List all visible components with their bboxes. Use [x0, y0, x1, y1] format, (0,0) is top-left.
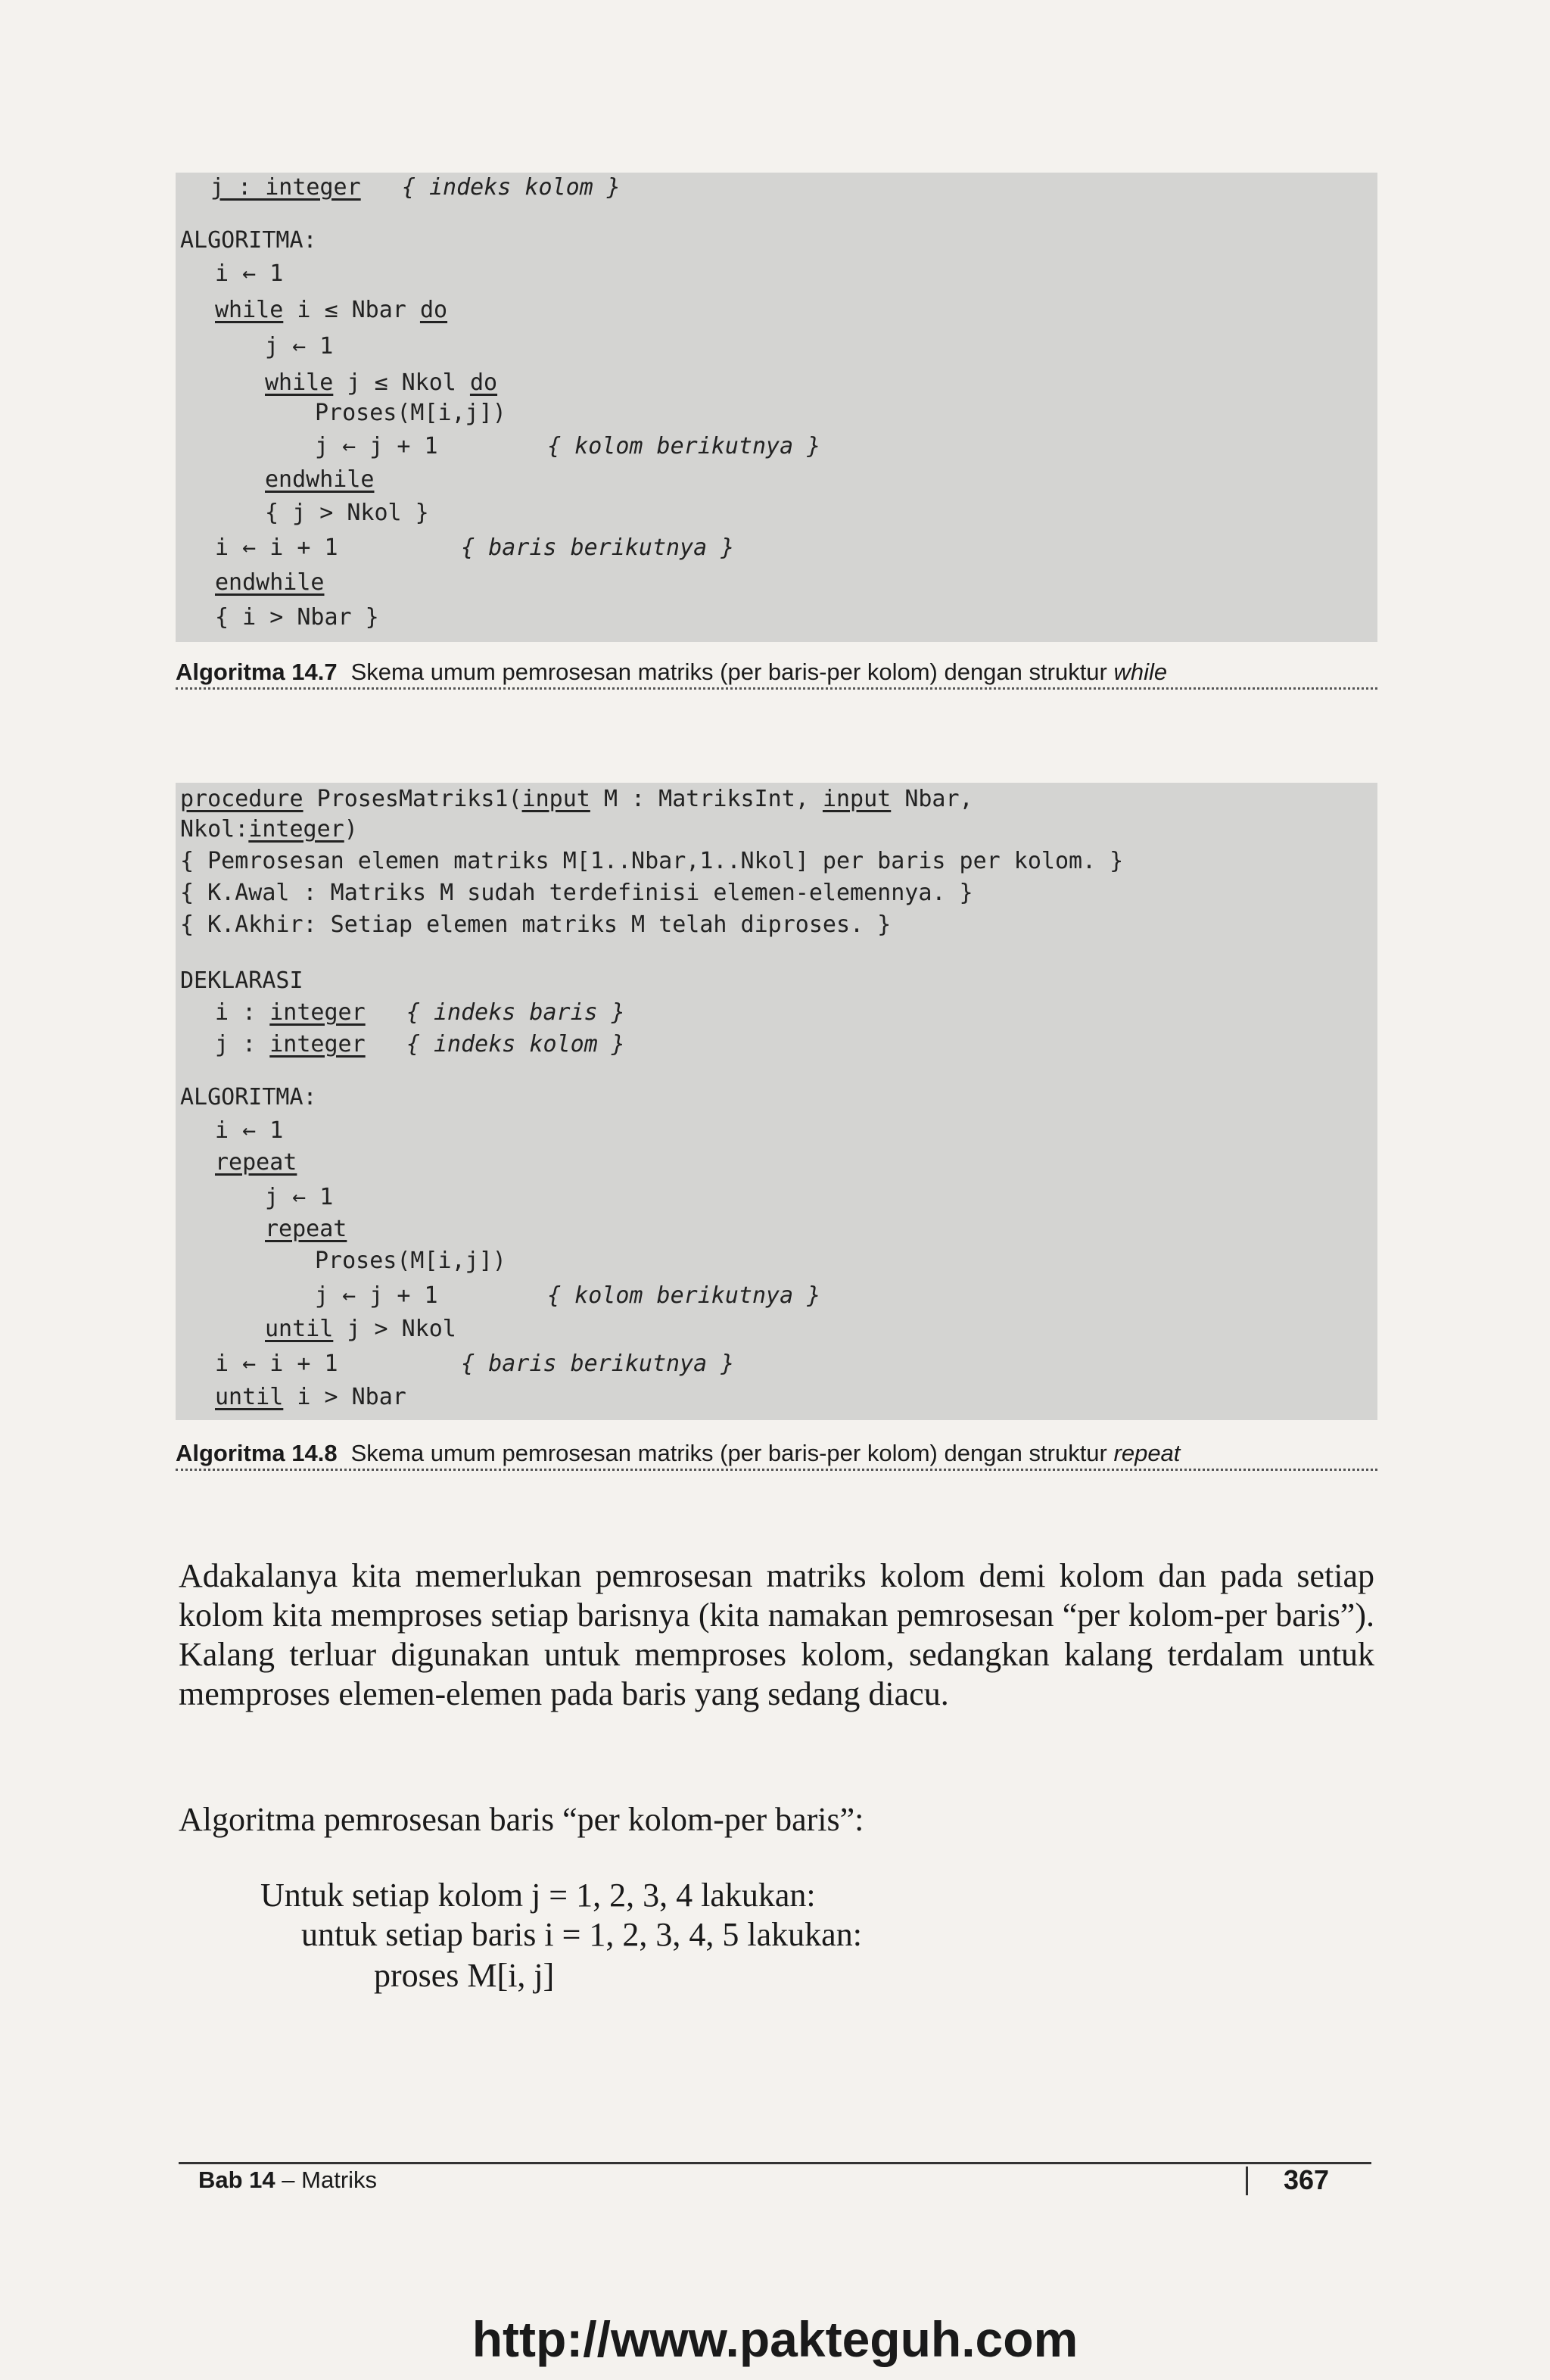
code-line: j ← 1 — [265, 333, 334, 360]
code-line: Nkol:integer) — [180, 816, 358, 843]
code-line: ALGORITMA: — [180, 227, 317, 254]
body-paragraph: Adakalanya kita memerlukan pemrosesan matriks kolom demi kolom dan pada setiap kolom kita memproses setiap barisnya (kita namakan pemrosesan “per kolom-per baris”). Kalang terluar digunakan untuk memproses kolom, sedangkan kalang terdalam untuk memproses elemen-elemen pada baris yang sedang diacu. — [179, 1557, 1374, 1712]
code-line: i : integer { indeks baris } — [215, 999, 625, 1026]
code-comment: { K.Awal : Matriks M sudah terdefinisi elemen-elemennya. } — [180, 880, 973, 906]
code-line: repeat — [265, 1216, 347, 1242]
caption-algoritma-14-7: Algoritma 14.7 Skema umum pemrosesan matriks (per baris-per kolom) dengan struktur while — [176, 657, 1377, 690]
page-number: 367 — [1284, 2164, 1330, 2195]
code-line: i ← 1 — [215, 260, 284, 287]
footer-separator — [1246, 2167, 1248, 2195]
code-comment: { Pemrosesan elemen matriks M[1..Nbar,1..Nkol] per baris per kolom. } — [180, 848, 1124, 874]
code-line: j ← j + 1 { kolom berikutnya } — [315, 433, 821, 459]
code-line: Proses(M[i,j]) — [315, 400, 506, 426]
code-line: procedure ProsesMatriks1(input M : MatriksInt, input Nbar, — [180, 786, 973, 812]
code-line: until j > Nkol — [265, 1316, 456, 1342]
code-line: i ← 1 — [215, 1117, 284, 1144]
code-line: i ← i + 1 { baris berikutnya } — [215, 1350, 735, 1377]
code-line: i ← i + 1 { baris berikutnya } — [215, 534, 735, 561]
body-paragraph: Algoritma pemrosesan baris “per kolom-per baris”: — [179, 1801, 864, 1838]
code-line: DEKLARASI — [180, 967, 303, 994]
code-line: endwhile — [215, 569, 325, 596]
code-line: until i > Nbar — [215, 1384, 406, 1410]
code-line: endwhile — [265, 466, 375, 493]
code-line: while j ≤ Nkol do — [265, 369, 498, 396]
code-line: while i ≤ Nbar do — [215, 297, 448, 323]
code-line: j : integer { indeks kolom } — [215, 1031, 625, 1058]
algorithm-line: proses M[i, j] — [374, 1957, 555, 1994]
algorithm-line: Untuk setiap kolom j = 1, 2, 3, 4 lakukan: — [260, 1877, 816, 1914]
caption-algoritma-14-8: Algoritma 14.8 Skema umum pemrosesan matriks (per baris-per kolom) dengan struktur repeat — [176, 1438, 1377, 1471]
footer-rule — [179, 2162, 1371, 2164]
code-line: j ← 1 — [265, 1184, 334, 1210]
watermark-url[interactable]: http://www.pakteguh.com — [472, 2311, 1078, 2367]
code-comment: { K.Akhir: Setiap elemen matriks M telah diproses. } — [180, 911, 892, 938]
code-line: Proses(M[i,j]) — [315, 1248, 506, 1274]
code-line: repeat — [215, 1149, 297, 1176]
code-comment: { i > Nbar } — [215, 604, 379, 631]
code-line: ALGORITMA: — [180, 1084, 317, 1111]
code-block-repeat — [176, 783, 1377, 1420]
code-line: j ← j + 1 { kolom berikutnya } — [315, 1282, 821, 1309]
code-comment: { j > Nkol } — [265, 500, 429, 526]
code-block-while — [176, 173, 1377, 642]
footer-chapter: Bab 14 – Matriks — [198, 2167, 378, 2193]
code-line: j : integer { indeks kolom } — [210, 174, 621, 201]
algorithm-line: untuk setiap baris i = 1, 2, 3, 4, 5 lakukan: — [301, 1916, 862, 1953]
